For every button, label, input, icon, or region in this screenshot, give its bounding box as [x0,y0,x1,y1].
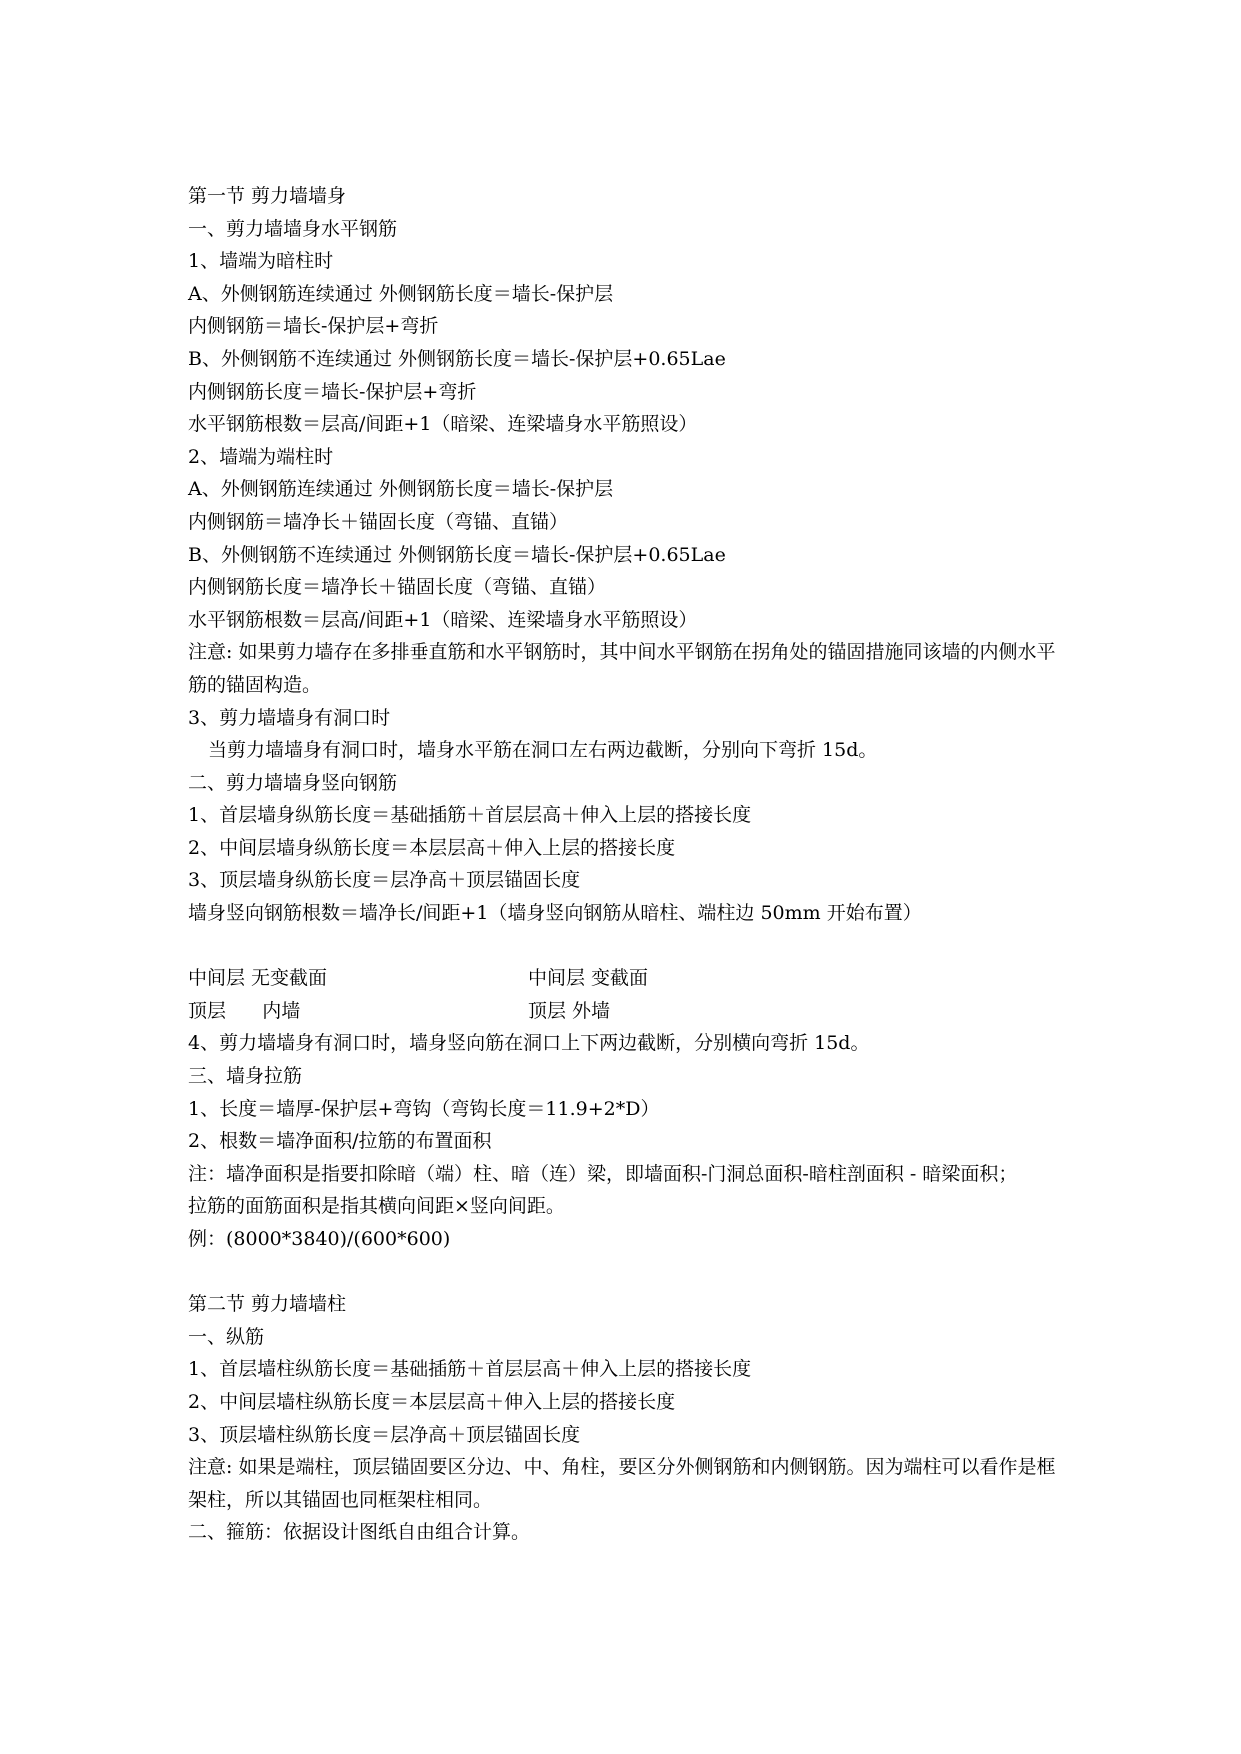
subheading: 3、剪力墙墙身有洞口时 [188,706,391,729]
paragraph: 拉筋的面筋面积是指其横向间距×竖向间距。 [188,1195,565,1218]
grid-cell: 顶层 内墙 [188,999,301,1022]
list-item: 1、首层墙柱纵筋长度＝基础插筋＋首层层高＋伸入上层的搭接长度 [188,1358,752,1381]
list-item: 2、中间层墙柱纵筋长度＝本层层高＋伸入上层的搭接长度 [188,1390,676,1413]
document-body [188,180,1068,1549]
subheading: 2、墙端为端柱时 [188,445,334,468]
list-item: 4、剪力墙墙身有洞口时，墙身竖向筋在洞口上下两边截断，分别横向弯折 15d。 [188,1032,870,1055]
list-item: 3、顶层墙身纵筋长度＝层净高＋顶层锚固长度 [188,869,581,892]
list-item: 2、根数＝墙净面积/拉筋的布置面积 [188,1130,492,1153]
heading: 二、剪力墙墙身竖向钢筋 [188,771,398,794]
note-paragraph: 注：墙净面积是指要扣除暗（端）柱、暗（连）梁，即墙面积-门洞总面积-暗柱剖面积 - 暗梁面积； [188,1162,1018,1185]
heading: 三、墙身拉筋 [188,1065,303,1088]
heading: 二、箍筋：依据设计图纸自由组合计算。 [188,1521,531,1544]
paragraph: 水平钢筋根数＝层高/间距+1（暗梁、连梁墙身水平筋照设） [188,608,698,631]
paragraph: 墙身竖向钢筋根数＝墙净长/间距+1（墙身竖向钢筋从暗柱、端柱边 50mm 开始布置） [188,902,922,925]
paragraph: 内侧钢筋长度＝墙净长＋锚固长度（弯锚、直锚） [188,576,607,599]
section-title: 第二节 剪力墙墙柱 [188,1293,347,1316]
grid-cell: 顶层 外墙 [528,999,611,1022]
list-item: 1、首层墙身纵筋长度＝基础插筋＋首层层高＋伸入上层的搭接长度 [188,804,752,827]
note-paragraph: 注意: 如果是端柱，顶层锚固要区分边、中、角柱，要区分外侧钢筋和内侧钢筋。因为端柱可以看作是框架柱，所以其锚固也同框架柱相同。 [188,1456,1056,1511]
subheading: 1、墙端为暗柱时 [188,250,334,273]
note-paragraph: 注意: 如果剪力墙存在多排垂直筋和水平钢筋时，其中间水平钢筋在拐角处的锚固措施同该墙的内侧水平筋的锚固构造。 [188,641,1056,696]
list-item: 2、中间层墙身纵筋长度＝本层层高＋伸入上层的搭接长度 [188,836,676,859]
paragraph: 内侧钢筋＝墙长-保护层+弯折 [188,315,439,338]
example: 例：(8000*3840)/(600*600) [188,1228,451,1250]
label-grid-row [188,995,1068,1028]
grid-cell: 中间层 无变截面 [188,967,328,990]
heading: 一、纵筋 [188,1325,265,1348]
spacer [188,930,1068,963]
spacer [188,1256,1068,1289]
paragraph: 内侧钢筋长度＝墙长-保护层+弯折 [188,380,477,403]
paragraph: B、外侧钢筋不连续通过 外侧钢筋长度＝墙长-保护层+0.65Lae [188,543,726,566]
paragraph: 水平钢筋根数＝层高/间距+1（暗梁、连梁墙身水平筋照设） [188,413,698,436]
section-title: 第一节 剪力墙墙身 [188,185,347,207]
paragraph: 内侧钢筋＝墙净长＋锚固长度（弯锚、直锚） [188,510,569,533]
label-grid-row [188,962,1068,995]
paragraph: A、外侧钢筋连续通过 外侧钢筋长度＝墙长-保护层 [188,478,614,501]
paragraph: A、外侧钢筋连续通过 外侧钢筋长度＝墙长-保护层 [188,282,614,305]
paragraph: 当剪力墙墙身有洞口时，墙身水平筋在洞口左右两边截断，分别向下弯折 15d。 [208,739,878,762]
list-item: 1、长度＝墙厚-保护层+弯钩（弯钩长度＝11.9+2*D） [188,1097,660,1120]
heading: 一、剪力墙墙身水平钢筋 [188,217,398,240]
grid-cell: 中间层 变截面 [528,967,649,990]
paragraph: B、外侧钢筋不连续通过 外侧钢筋长度＝墙长-保护层+0.65Lae [188,347,726,370]
list-item: 3、顶层墙柱纵筋长度＝层净高＋顶层锚固长度 [188,1423,581,1446]
